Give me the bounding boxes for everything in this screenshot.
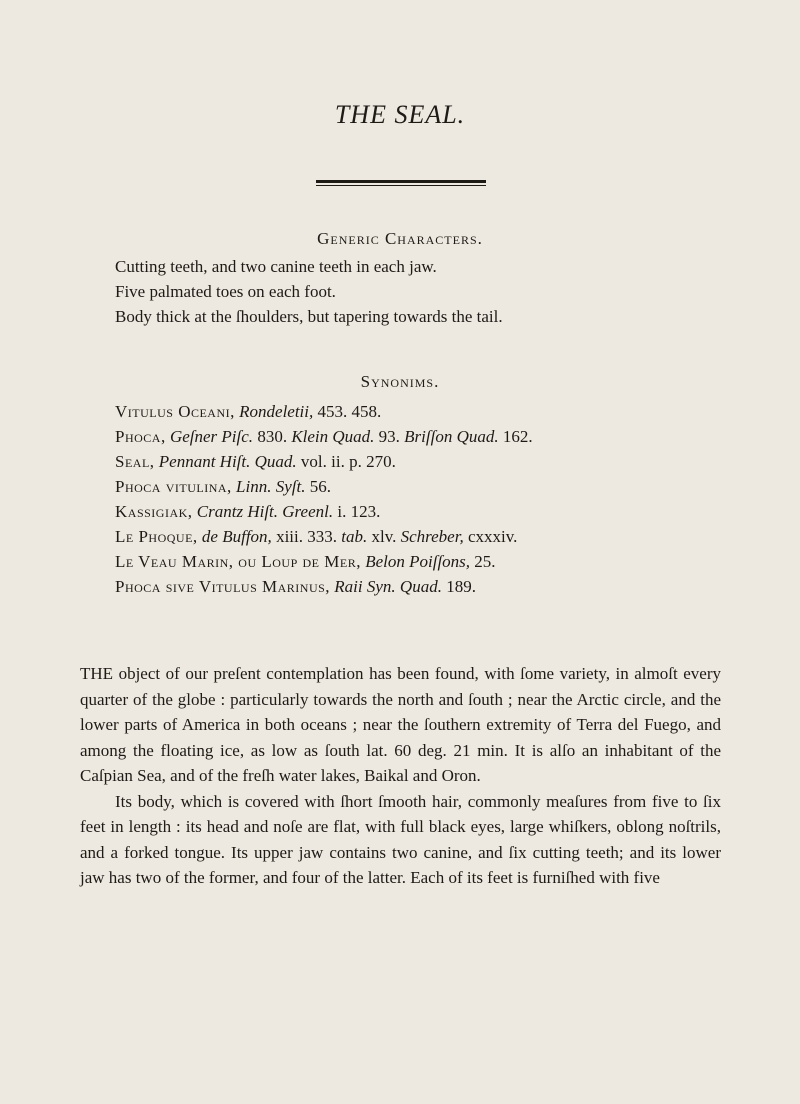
synonym-name: Kassigiak, (115, 502, 193, 521)
synonym-name: Le Veau Marin, ou Loup de Mer, (115, 552, 361, 571)
generic-characters-list (115, 254, 755, 329)
synonym-reference: cxxxiv. (463, 527, 518, 546)
synonym-entry (115, 549, 775, 574)
synonym-reference: i. 123. (333, 502, 381, 521)
synonym-source: de Buffon, (201, 527, 272, 546)
character-line: Five palmated toes on each foot. (115, 282, 336, 301)
body-paragraph: Its body, which is covered with ſhort ſmooth hair, commonly meaſures from five to ſix feet in length : its head and noſe are flat, with full black eyes, large whiſkers, oblong noſtrils, and a forked tongue. Its upper jaw contains two canine, and ſix cutting teeth; and its lower jaw has two of the former, and four of the latter. Each of its feet is furniſhed with five (80, 791, 721, 887)
synonym-source: Raii Syn. Quad. (334, 577, 442, 596)
synonym-reference: 453. 458. (313, 402, 382, 421)
synonym-source: tab. (341, 527, 368, 546)
synonym-entry (115, 499, 775, 524)
synonym-source: Geſner Piſc. (169, 427, 254, 446)
synonym-reference: 830. (253, 427, 292, 446)
synonym-source: Belon Poiſſons, (365, 552, 471, 571)
synonym-source: Linn. Syſt. (236, 477, 306, 496)
synonym-name: Vitulus Oceani, (115, 402, 235, 421)
synonym-reference: xlv. (367, 527, 401, 546)
synonym-entry (115, 399, 775, 424)
synonym-entry (115, 524, 775, 549)
synonym-source: Schreber, (400, 527, 464, 546)
synonym-source: Pennant Hiſt. Quad. (158, 452, 297, 471)
title-rule-thin (316, 185, 486, 186)
synonym-name: Phoca, (115, 427, 166, 446)
synonym-name: Phoca sive Vitulus Marinus, (115, 577, 331, 596)
page-title: THE SEAL. (334, 100, 466, 129)
synonym-name: Seal, (115, 452, 155, 471)
synonym-entry (115, 424, 775, 449)
synonym-source: Klein Quad. (291, 427, 375, 446)
generic-characters-heading: Generic Characters. (317, 229, 483, 248)
synonym-entry (115, 449, 775, 474)
synonym-reference: 189. (441, 577, 476, 596)
body-paragraph: THE object of our preſent contemplation has been found, with ſome variety, in almoſt every quarter of the globe : particularly towards the north and ſouth ; near the Arctic circle, and the lower parts of America in both oceans ; near the ſouthern extremity of Terra del Fuego, and among the floating ice, as low as ſouth lat. 60 deg. 21 min. It is alſo an inhabitant of the Caſpian Sea, and of the freſh water lakes, Baikal and Oron. (80, 664, 721, 785)
character-line: Body thick at the ſhoulders, but tapering towards the tail. (115, 307, 503, 326)
synonym-reference: 25. (470, 552, 496, 571)
synonym-source: Briſſon Quad. (404, 427, 499, 446)
synonym-reference: 56. (305, 477, 331, 496)
synonims-heading: Synonims. (360, 372, 440, 391)
title-rule-thick (316, 180, 486, 183)
synonym-reference: vol. ii. p. 270. (296, 452, 396, 471)
synonym-reference: 162. (498, 427, 533, 446)
synonym-reference: xiii. 333. (271, 527, 342, 546)
synonym-entry (115, 474, 775, 499)
synonym-source: Rondeletii, (239, 402, 314, 421)
synonym-reference: 93. (374, 427, 405, 446)
synonym-name: Phoca vitulina, (115, 477, 232, 496)
body-text (80, 661, 721, 891)
synonym-entry (115, 574, 775, 599)
synonym-name: Le Phoque, (115, 527, 198, 546)
synonym-source: Crantz Hiſt. Greenl. (196, 502, 334, 521)
character-line: Cutting teeth, and two canine teeth in each jaw. (115, 257, 437, 276)
synonims-list (115, 399, 775, 599)
